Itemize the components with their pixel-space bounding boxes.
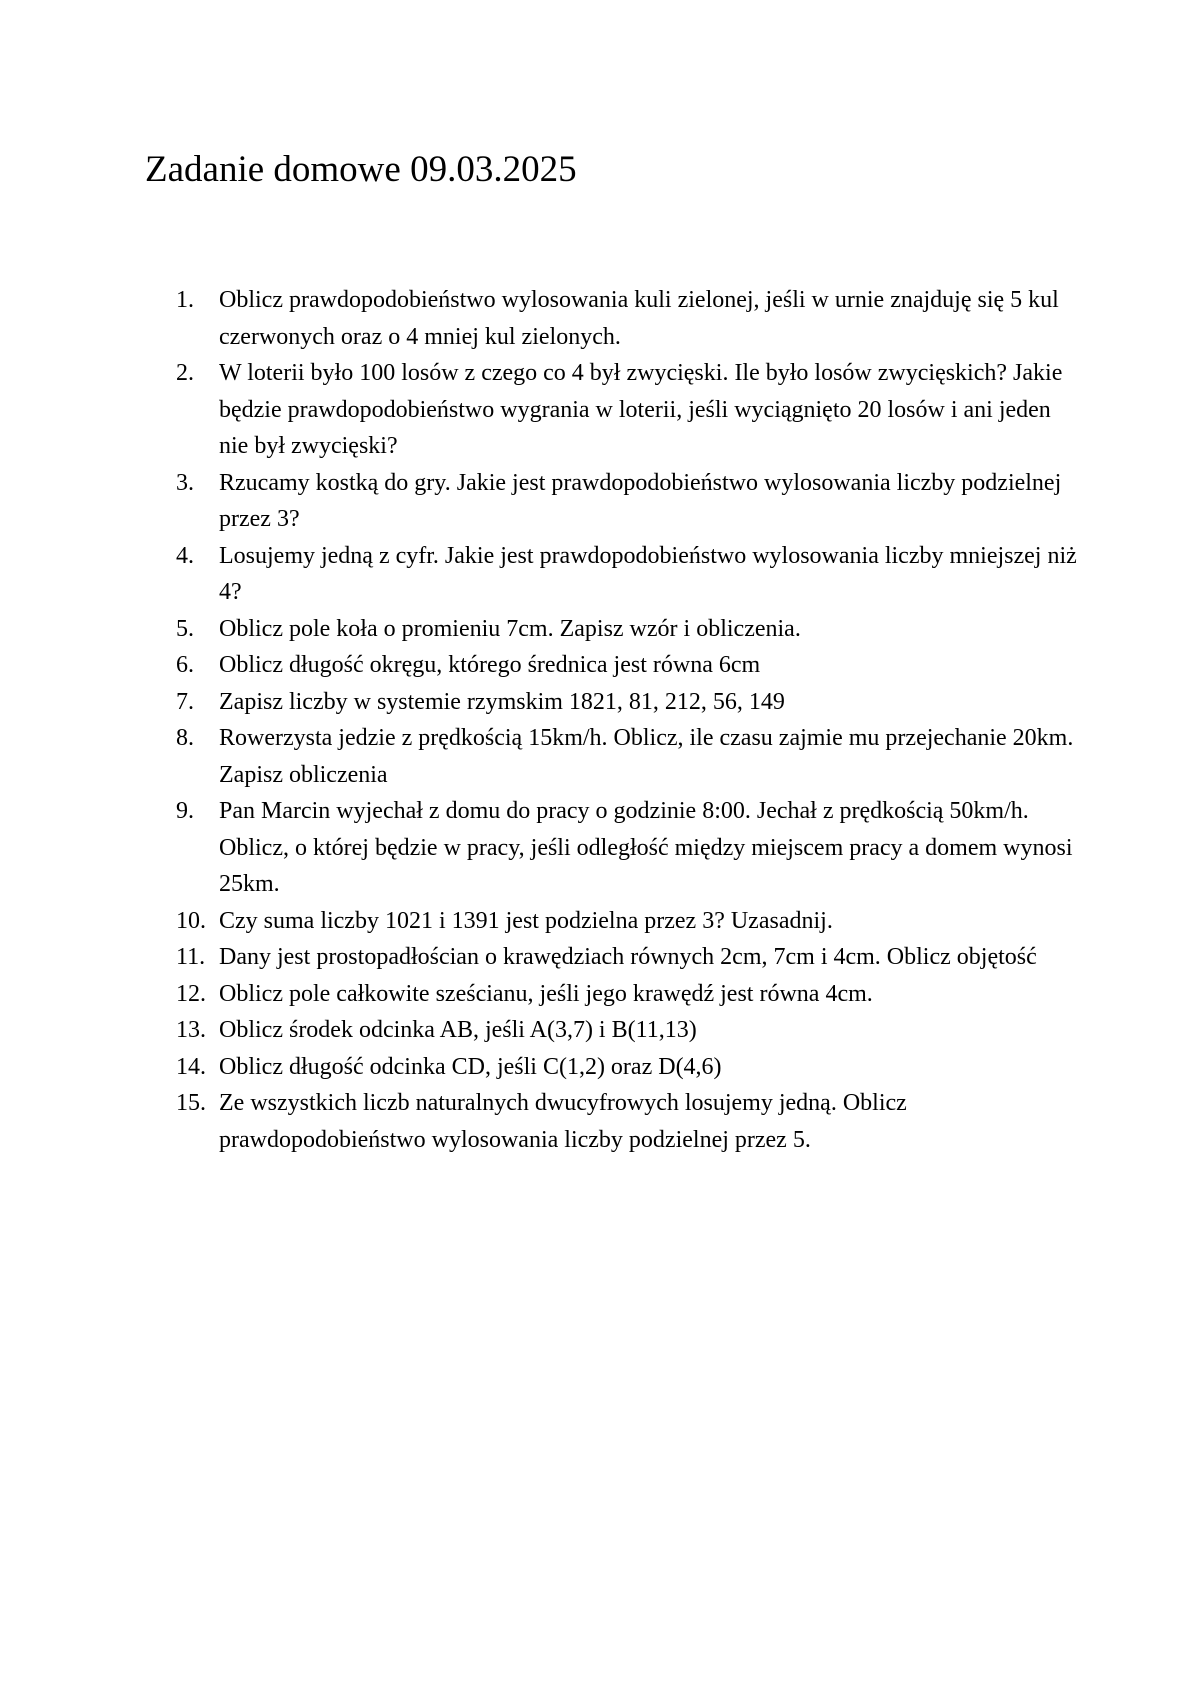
- task-item-10: [0, 903, 1200, 940]
- task-number: 12.: [176, 980, 206, 1007]
- task-text: Oblicz środek odcinka AB, jeśli A(3,7) i B(11,13): [219, 1017, 697, 1043]
- task-item-4: [0, 538, 1200, 611]
- task-text: Zapisz liczby w systemie rzymskim 1821, 81, 212, 56, 149: [219, 688, 785, 715]
- task-item-8: [0, 720, 1200, 793]
- task-number: 4.: [176, 542, 194, 569]
- task-text: Rzucamy kostką do gry. Jakie jest prawdopodobieństwo wylosowania liczby podzielnej przez 3?: [219, 469, 1062, 532]
- task-text: Czy suma liczby 1021 i 1391 jest podzielna przez 3? Uzasadnij.: [219, 907, 833, 934]
- task-text: Losujemy jedną z cyfr. Jakie jest prawdopodobieństwo wylosowania liczby mniejszej niż 4?: [219, 542, 1077, 605]
- task-text: Dany jest prostopadłościan o krawędziach równych 2cm, 7cm i 4cm. Oblicz objętość: [219, 944, 1037, 970]
- task-item-14: [0, 1049, 1200, 1086]
- task-text: Ze wszystkich liczb naturalnych dwucyfrowych losujemy jedną. Oblicz prawdopodobieństwo wylosowania liczby podzielnej przez 5.: [219, 1090, 907, 1153]
- task-item-2: [0, 355, 1200, 465]
- task-number: 5.: [176, 615, 194, 642]
- task-number: 10.: [176, 907, 206, 934]
- task-number: 2.: [176, 360, 194, 386]
- task-text: W loterii było 100 losów z czego co 4 był zwycięski. Ile było losów zwycięskich? Jakie będzie prawdopodobieństwo wygrania w loterii, jeśli wyciągnięto 20 losów i ani jeden nie był zwycięski?: [219, 360, 1063, 459]
- task-number: 1.: [176, 287, 194, 313]
- task-item-1: [0, 282, 1200, 355]
- task-item-12: [0, 976, 1200, 1013]
- task-text: Rowerzysta jedzie z prędkością 15km/h. Oblicz, ile czasu zajmie mu przejechanie 20km. Zapisz obliczenia: [219, 725, 1074, 788]
- document-title: Zadanie domowe 09.03.2025: [145, 149, 577, 190]
- task-item-3: [0, 465, 1200, 538]
- task-item-5: [0, 611, 1200, 648]
- task-text: Pan Marcin wyjechał z domu do pracy o godzinie 8:00. Jechał z prędkością 50km/h. Oblicz, o której będzie w pracy, jeśli odległość między miejscem pracy a domem wynosi 25km.: [219, 798, 1073, 897]
- task-number: 14.: [176, 1053, 206, 1080]
- task-text: Oblicz pole całkowite sześcianu, jeśli jego krawędź jest równa 4cm.: [219, 980, 873, 1007]
- task-item-6: [0, 647, 1200, 684]
- task-number: 9.: [176, 798, 194, 824]
- task-text: Oblicz długość odcinka CD, jeśli C(1,2) oraz D(4,6): [219, 1053, 722, 1080]
- task-number: 3.: [176, 469, 194, 496]
- task-text: Oblicz długość okręgu, którego średnica jest równa 6cm: [219, 652, 761, 678]
- task-number: 13.: [176, 1017, 206, 1043]
- task-number: 6.: [176, 652, 194, 678]
- task-list: [0, 282, 1200, 1158]
- task-item-7: [0, 684, 1200, 721]
- task-text: Oblicz pole koła o promieniu 7cm. Zapisz wzór i obliczenia.: [219, 615, 801, 642]
- task-number: 15.: [176, 1090, 206, 1116]
- task-item-11: [0, 939, 1200, 976]
- task-number: 8.: [176, 725, 194, 751]
- task-item-13: [0, 1012, 1200, 1049]
- task-number: 7.: [176, 688, 194, 715]
- task-text: Oblicz prawdopodobieństwo wylosowania kuli zielonej, jeśli w urnie znajduję się 5 kul czerwonych oraz o 4 mniej kul zielonych.: [219, 287, 1059, 350]
- task-item-9: [0, 793, 1200, 903]
- task-item-15: [0, 1085, 1200, 1158]
- task-number: 11.: [176, 944, 206, 970]
